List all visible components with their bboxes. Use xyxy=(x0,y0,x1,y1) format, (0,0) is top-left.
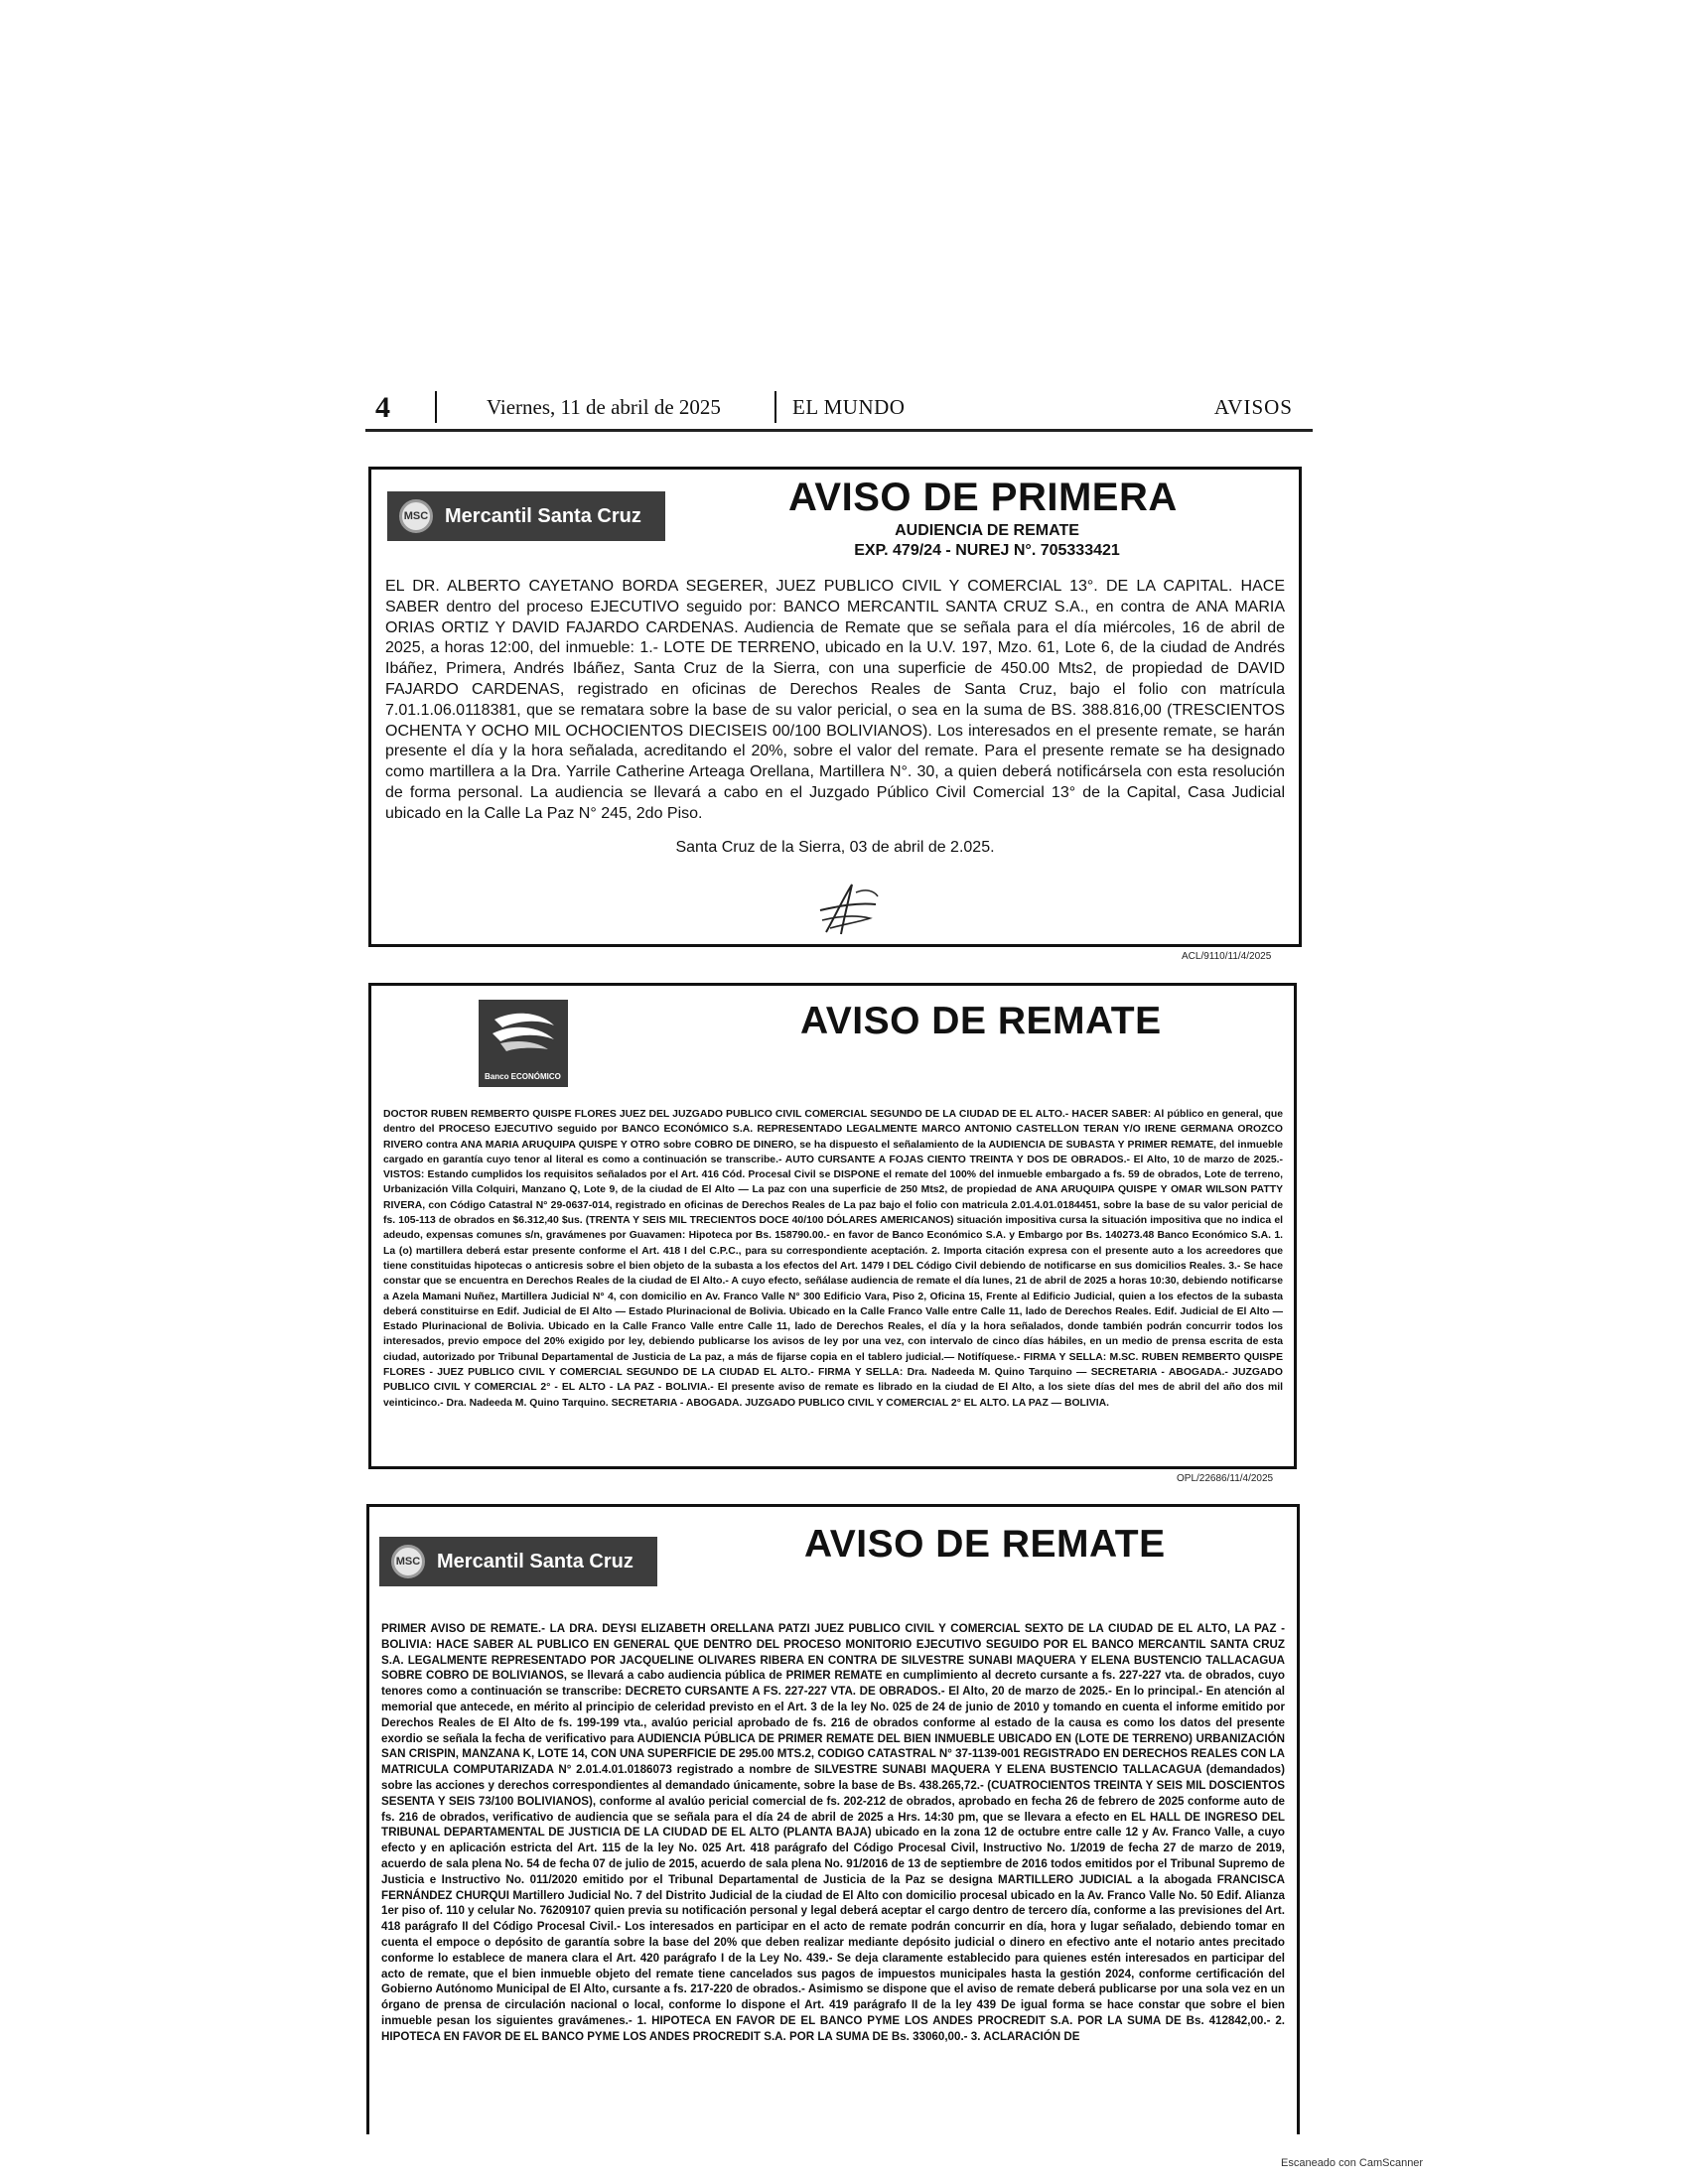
notice-title: AVISO DE REMATE xyxy=(800,1000,1162,1042)
page-number: 4 xyxy=(375,391,390,424)
issue-date: Viernes, 11 de abril de 2025 xyxy=(487,395,721,419)
bank-seal-icon: MSC xyxy=(391,1545,425,1578)
notice-title: AVISO DE REMATE xyxy=(804,1523,1166,1566)
place-date: Santa Cruz de la Sierra, 03 de abril de 2.025. xyxy=(675,839,995,856)
page-header xyxy=(365,387,1313,427)
mercantil-logo xyxy=(387,491,665,541)
bank-seal-icon: MSC xyxy=(399,499,433,533)
notice-subtitle: AUDIENCIA DE REMATE xyxy=(895,522,1079,539)
notice-remate-banco-economico xyxy=(368,983,1297,1469)
judge-signature xyxy=(808,879,888,940)
scanner-watermark: Escaneado con CamScanner xyxy=(1281,2157,1424,2169)
notice-primera-audiencia xyxy=(368,467,1302,947)
logo-name: Mercantil Santa Cruz xyxy=(437,1550,633,1572)
section-name: AVISOS xyxy=(1213,395,1293,419)
header-rule xyxy=(365,429,1313,432)
notice-body: DOCTOR RUBEN REMBERTO QUISPE FLORES JUEZ DEL JUZGADO PUBLICO CIVIL COMERCIAL SEGUNDO DE LA CIUDAD DE EL ALTO.- HACER SABER: Al público en general, que dentro del PROCESO EJECUTIVO seguido por BANCO ECONÓMICO S.A. REPRESENTADO LEGALMENTE MARCO ANTONIO CASTELLON TERAN Y/O IRENE GERMANA OROZCO RIVERO contra ANA MARIA ARUQUIPA QUISPE Y OTRO sobre COBRO DE DINERO, se ha dispuesto el señalamiento de la AUDIENCIA DE SUBASTA Y PRIMER REMATE, del inmueble cargado en garantía cuyo tenor al literal es como a continuación se transcribe.- AUTO CURSANTE A FOJAS CIENTO TREINTA Y DOS DE OBRADOS.- El Alto, 10 de marzo de 2025.- VISTOS: Estando cumplidos los requisitos señalados por el Art. 416 Cód. Procesal Civil se DISPONE el remate del 100% del inmueble embargado a fs. 59 de obrados, Lote de terreno, Urbanización Villa Colquiri, Manzano Q, Lote 9, de la ciudad de El Alto — La paz con una superficie de 250 Mts2, de propiedad de ANA ARUQUIPA QUISPE Y OMAR WILSON PATTY RIVERA, con Código Catastral N° 29-0637-014, registrado en oficinas de Derechos Reales de La paz bajo el folio con matricula 2.01.4.01.0184451, sobre la base de su valor pericial de fs. 105-113 de obrados en $6.312,40 $us. (TRENTA Y SEIS MIL TRECIENTOS DOCE 40/100 DÓLARES AMERICANOS) situación impositiva cursa la situación impositiva que no indica el adeudo, expensas comunes s/n, gravámenes por Guavamen: Hipoteca por Bs. 158790.00.- en favor de Banco Económico S.A. y Embargo por Bs. 140273.48 Banco Económico S.A. 1. La (o) martillera deberá estar presente conforme el Art. 418 I del C.P.C., para su correspondiente aceptación. 2. Importa citación expresa con el presente auto a los acreedores que tiene constituidas hipotecas o anticresis sobre el bien objeto de la subasta a los efectos del Art. 1479 I DEL Código Civil debiendo de notificarse en sus domicilios Reales. 3.- Se hace constar que se encuentra en Derechos Reales de la ciudad de El Alto.- A cuyo efecto, señálase audiencia de remate el día lunes, 21 de abril de 2025 a horas 10:30, debiendo notificarse a Azela Mamani Nuñez, Martillera Judicial N° 4, con domicilio en Av. Franco Valle N° 300 Edificio Vara, Piso 2, Oficina 15, Frente al Edificio Judicial, quien a los efectos de la subasta deberá constituirse en Edif. Judicial de El Alto — Estado Plurinacional de Bolivia. Ubicado en la Calle Franco Valle entre Calle 11, lado de Derechos Reales. Edif. Judicial de El Alto — Estado Plurinacional de Bolivia. Ubicado en la Calle Franco Valle entre Calle 11, lado de Derechos Reales, el día y la hora señalados, donde también podrán concurrir todos los interesados, previo empoce del 20% exigido por ley, debiendo publicarse los avisos de ley por una vez, con intervalo de cinco días hábiles, en un medio de prensa escrita de esta ciudad, autorizado por Tribunal Departamental de Justicia de La paz, a más de fijarse copia en el tablero judicial.— Notifíquese.- FIRMA Y SELLA: M.SC. RUBEN REMBERTO QUISPE FLORES - JUEZ PUBLICO CIVIL Y COMERCIAL SEGUNDO DE LA CIUDAD EL ALTO.- FIRMA Y SELLA: Dra. Nadeeda M. Quino Tarquino — SECRETARIA - ABOGADA.- JUZGADO PUBLICO CIVIL Y COMERCIAL 2° - EL ALTO - LA PAZ - BOLIVIA.- El presente aviso de remate es librado en la ciudad de El Alto, a los siete días del mes de abril del año dos mil veinticinco.- Dra. Nadeeda M. Quino Tarquino. SECRETARIA - ABOGADA. JUZGADO PUBLICO CIVIL Y COMERCIAL 2° EL ALTO. LA PAZ — BOLIVIA. xyxy=(383,1109,1283,1409)
notice-reference: OPL/22686/11/4/2025 xyxy=(1177,1473,1274,1484)
header-divider xyxy=(774,391,776,423)
mercantil-logo xyxy=(379,1537,657,1586)
notice-body: EL DR. ALBERTO CAYETANO BORDA SEGERER, JUEZ PUBLICO CIVIL Y COMERCIAL 13°. DE LA CAPITAL. HACE SABER dentro del proceso EJECUTIVO seguido por: BANCO MERCANTIL SANTA CRUZ S.A., en contra de ANA MARIA ORIAS ORTIZ Y DAVID FAJARDO CARDENAS. Audiencia de Remate que se señala para el día miércoles, 16 de abril de 2025, a horas 12:00, del inmueble: 1.- LOTE DE TERRENO, ubicado en la U.V. 197, Mzo. 61, Lote 6, de la ciudad de Andrés Ibáñez, Primera, Andrés Ibáñez, Santa Cruz de la Sierra, con una superficie de 450.00 Mts2, de propiedad de DAVID FAJARDO CARDENAS, registrado en oficinas de Derechos Reales de Santa Cruz, bajo el folio con matrícula 7.01.1.06.0118381, que se rematara sobre la base de su valor pericial, o sea en la suma de BS. 388.816,00 (TRESCIENTOS OCHENTA Y OCHO MIL OCHOCIENTOS DIECISEIS 00/100 BOLIVIANOS). Los interesados en el presente remate, se harán presente el día y la hora señalada, acreditando el 20%, sobre el valor del remate. Para el presente remate se ha designado como martillera a la Dra. Yarrile Catherine Arteaga Orellana, Martillera N°. 30, a quien deberá notificársela con esta resolución de forma personal. La audiencia se llevará a cabo en el Juzgado Público Civil Comercial 13° de la Capital, Casa Judicial ubicado en la Calle La Paz N° 245, 2do Piso. xyxy=(385,578,1285,822)
logo-name: Banco ECONÓMICO xyxy=(485,1072,561,1081)
notice-body: PRIMER AVISO DE REMATE.- LA DRA. DEYSI ELIZABETH ORELLANA PATZI JUEZ PUBLICO CIVIL Y COMERCIAL SEXTO DE LA CIUDAD DE EL ALTO, LA PAZ - BOLIVIA: HACE SABER AL PUBLICO EN GENERAL QUE DENTRO DEL PROCESO MONITORIO EJECUTIVO SEGUIDO POR EL BANCO MERCANTIL SANTA CRUZ S.A. LEGALMENTE REPRESENTADO POR JACQUELINE OLIVARES RIBERA EN CONTRA DE SILVESTRE SUNABI MAQUERA Y ELENA BUSTENCIO TALLACAGUA SOBRE COBRO DE BOLIVIANOS, se llevará a cabo audiencia pública de PRIMER REMATE en cumplimiento al decreto cursante a fs. 227-227 vta. de obrados, cuyo tenores como a continuación se transcribe: DECRETO CURSANTE A FS. 227-227 VTA. DE OBRADOS.- El Alto, 20 de marzo de 2025.- En lo principal.- En atención al memorial que antecede, en mérito al principio de celeridad previsto en el Art. 3 de la ley No. 025 de 24 de junio de 2010 y tomando en cuenta el informe emitido por Derechos Reales de El Alto de fs. 199-199 vta., avalúo pericial aprobado de fs. 216 de obrados conforme al estado de la causa es como los datos del presente exordio se señala la fecha de verificativo para AUDIENCIA PÚBLICA DE PRIMER REMATE DEL BIEN INMUEBLE UBICADO EN (LOTE DE TERRENO) URBANIZACIÓN SAN CRISPIN, MANZANA K, LOTE 14, CON UNA SUPERFICIE DE 295.00 MTS.2, CODIGO CATASTRAL N° 37-1139-001 REGISTRADO EN DERECHOS REALES CON LA MATRICULA COMPUTARIZADA N° 2.01.4.01.0186073 registrado a nombre de SILVESTRE SUNABI MAQUERA Y ELENA BUSTENCIO TALLACAGUA (demandados) sobre las acciones y derechos correspondientes al demandado únicamente, sobre la base de Bs. 438.265,72.- (CUATROCIENTOS TREINTA Y SEIS MIL DOSCIENTOS SESENTA Y SEIS 73/100 BOLIVIANOS), conforme al avalúo pericial comercial de fs. 202-212 de obrados, aprobado en fecha 26 de febrero de 2025 conforme auto de fs. 216 de obrados, verificativo de audiencia que se señala para el día 24 de abril de 2025 a Hrs. 14:30 pm, que se llevara a efecto en EL HALL DE INGRESO DEL TRIBUNAL DEPARTAMENTAL DE JUSTICIA DE LA CIUDAD DE EL ALTO (PLANTA BAJA) ubicado en la zona 12 de octubre entre calle 12 y Av. Franco Valle, a cuyo efecto y en aplicación estricta del Art. 115 de la ley No. 025 Art. 418 parágrafo del Código Procesal Civil, Instructivo No. 1/2019 de fecha 27 de marzo de 2019, acuerdo de sala plena No. 54 de fecha 07 de julio de 2015, acuerdo de sala plena No. 91/2016 de 13 de septiembre de 2016 todos emitidos por el Tribunal Supremo de Justicia e Instructivo No. 011/2020 emitido por el Tribunal Departamental de Justicia de la Paz se designa MARTILLERO JUDICIAL a la abogada FRANCISCA FERNÁNDEZ CHURQUI Martillero Judicial No. 7 del Distrito Judicial de la ciudad de El Alto con domicilio procesal ubicado en la Av. Franco Valle No. 50 Edif. Alianza 1er piso of. 110 y celular No. 76209107 quien previa su notificación personal y legal deberá aceptar el cargo dentro de tercero día, conforme a las previsiones del Art. 418 parágrafo II del Código Procesal Civil.- Los interesados en participar en el acto de remate podrán concurrir en día, hora y lugar señalado, debiendo tomar en cuenta el empoce o depósito de garantía sobre la base del 20% que deben realizar mediante depósito judicial o dinero en efectivo ante el notario antes precitado conforme lo establece de manera clara el Art. 420 parágrafo I de la Ley No. 439.- Se deja claramente establecido para quienes estén interesados en participar del acto de remate, que el bien inmueble objeto del remate tiene cancelados sus pagos de impuestos municipales hasta la gestión 2024, conforme certificación del Gobierno Autónomo Municipal de El Alto, cursante a fs. 217-220 de obrados.- Asimismo se dispone que el aviso de remate deberá publicarse por una sola vez en un órgano de prensa de circulación nacional o local, conforme lo dispone el Art. 419 parágrafo II de la ley 439 De igual forma se hace constar que sobre el bien inmueble pesan los siguientes gravámenes.- 1. HIPOTECA EN FAVOR DE EL BANCO PYME LOS ANDES PROCREDIT S.A. POR LA SUMA DE Bs. 412842,00.- 2. HIPOTECA EN FAVOR DE EL BANCO PYME LOS ANDES PROCREDIT S.A. POR LA SUMA DE Bs. 33060,00.- 3. ACLARACIÓN DE xyxy=(381,1622,1285,2043)
header-divider xyxy=(435,391,437,423)
newspaper-name: EL MUNDO xyxy=(792,395,906,419)
notice-reference: ACL/9110/11/4/2025 xyxy=(1182,951,1272,962)
expediente-number: EXP. 479/24 - NUREJ N°. 705333421 xyxy=(854,542,1120,559)
banco-economico-logo xyxy=(479,1000,568,1087)
logo-name: Mercantil Santa Cruz xyxy=(445,504,641,527)
bank-swoosh-icon xyxy=(479,1000,568,1069)
notice-title: AVISO DE PRIMERA xyxy=(788,476,1178,519)
notice-remate-mercantil xyxy=(366,1504,1300,2134)
